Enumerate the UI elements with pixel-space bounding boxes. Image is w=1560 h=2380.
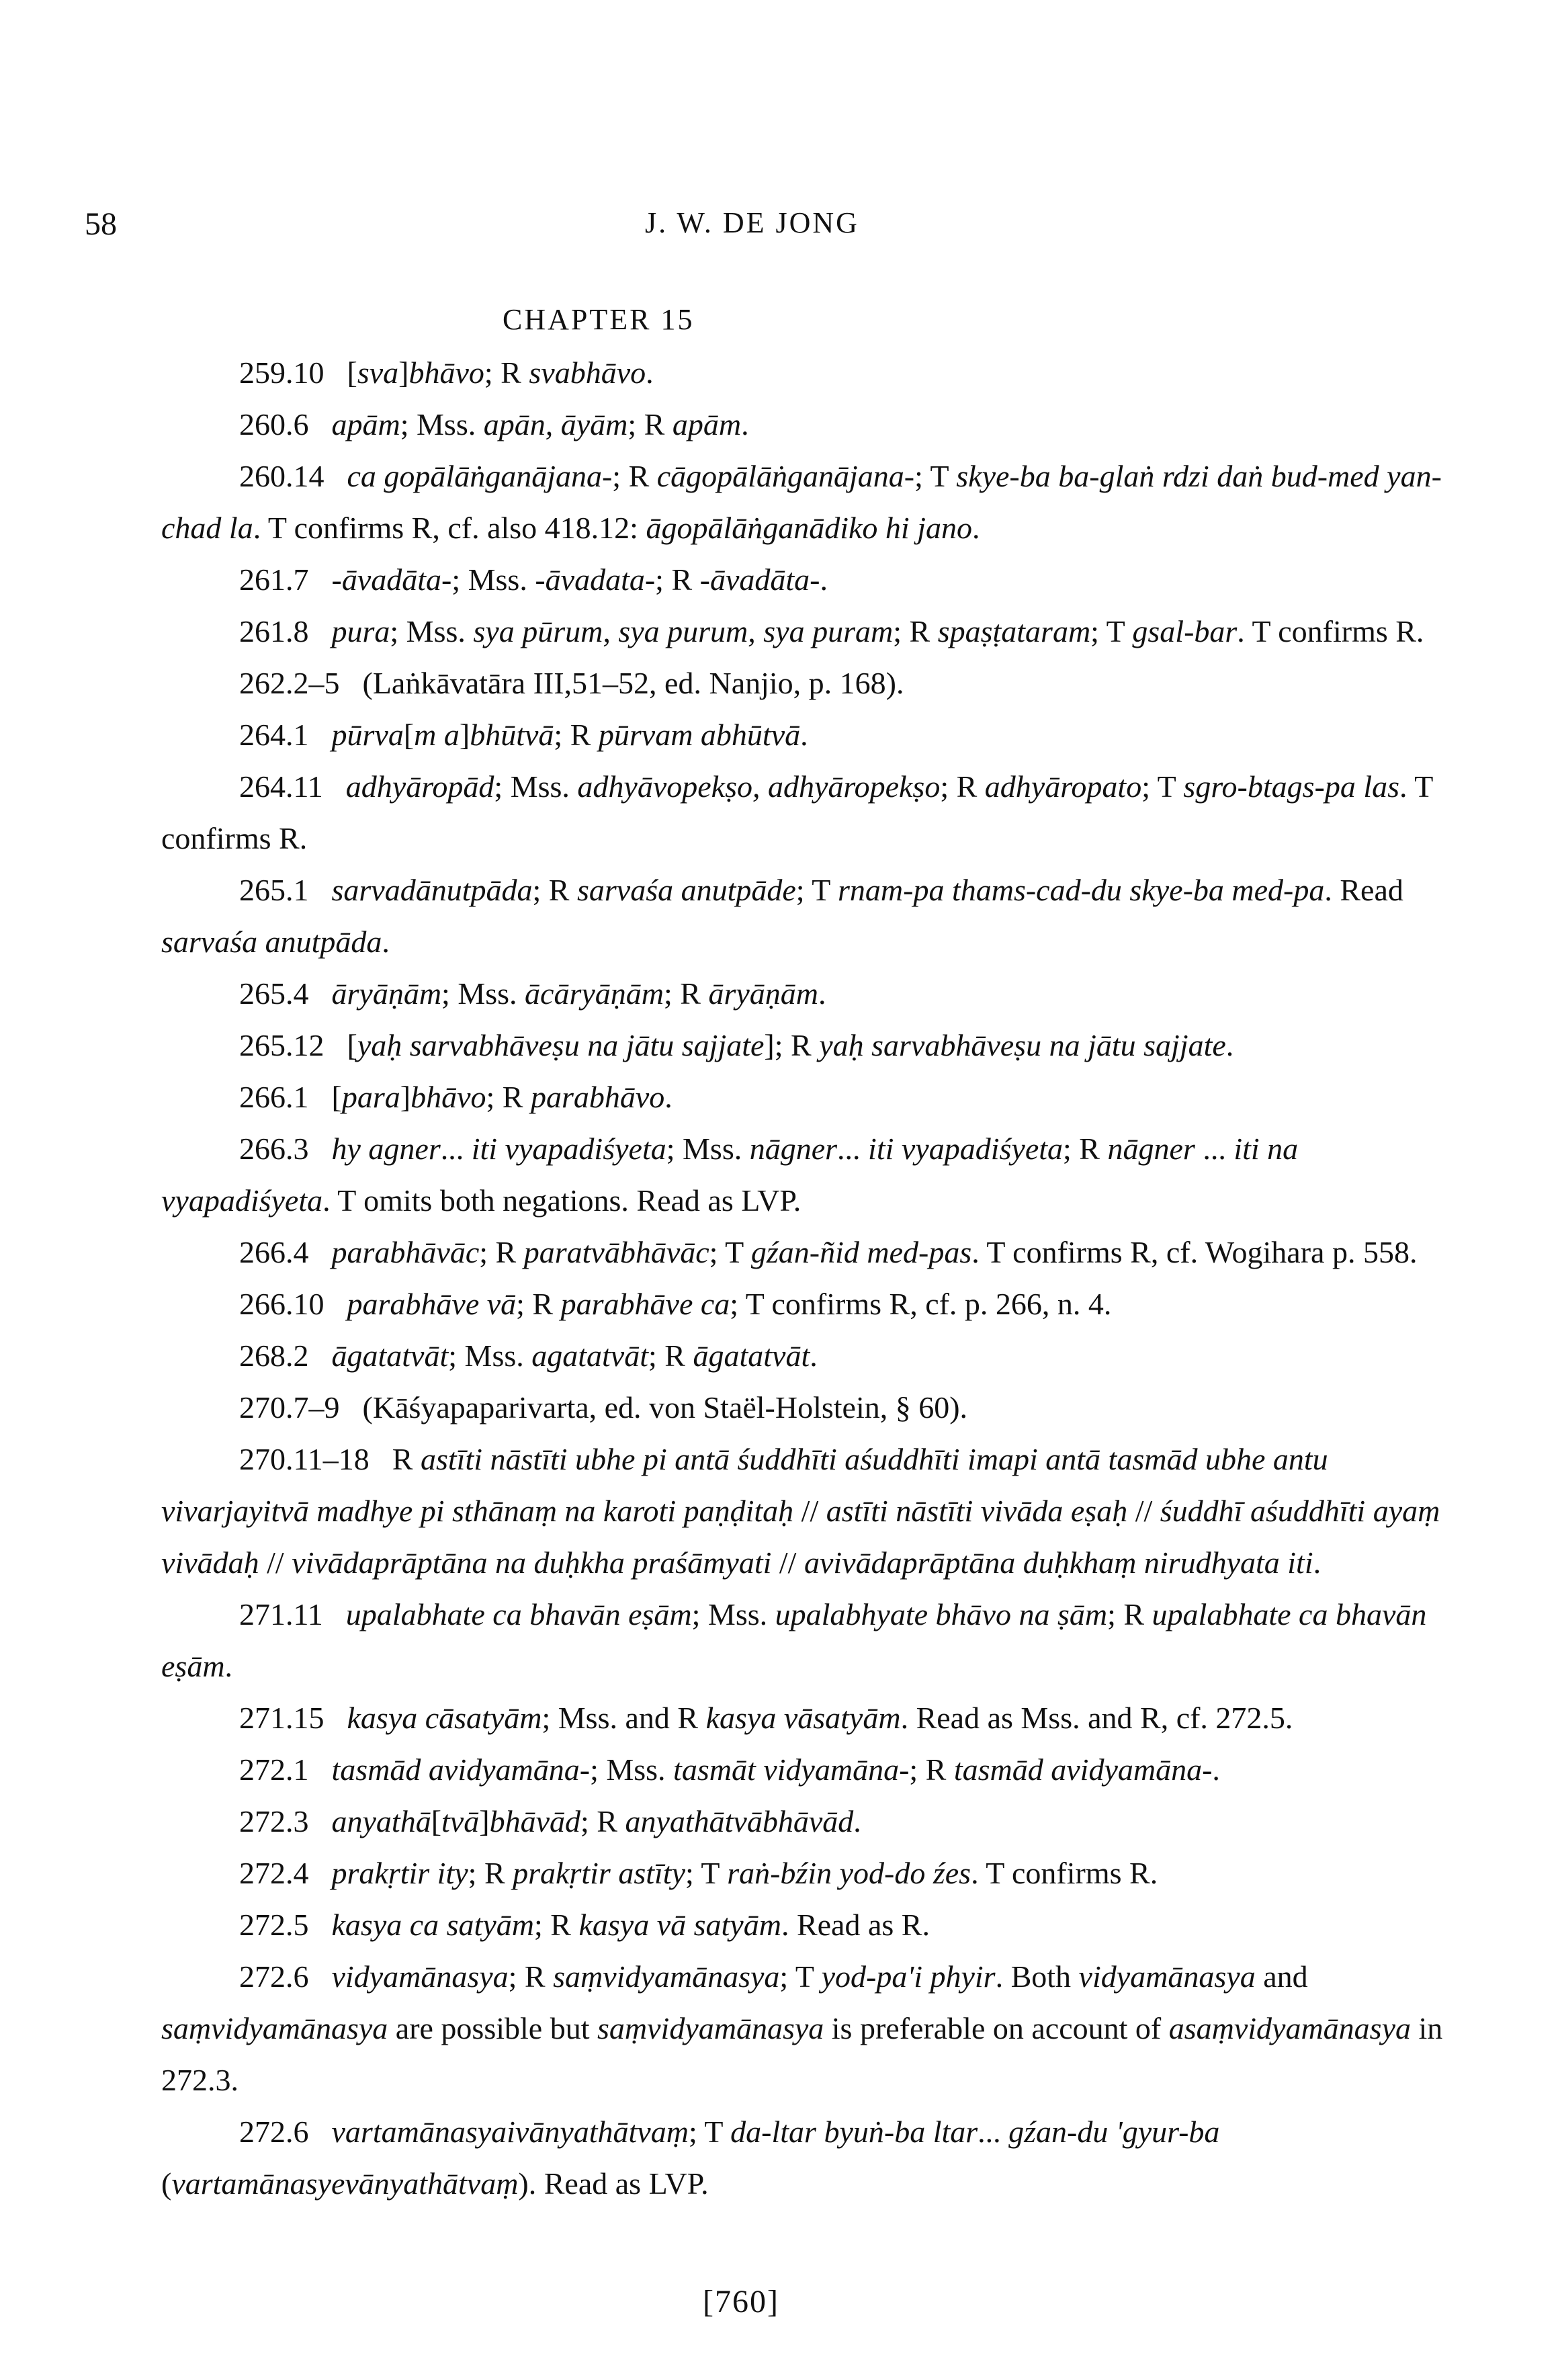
note-reference: 260.14 xyxy=(239,459,324,493)
note-entry xyxy=(161,605,1458,657)
note-entry xyxy=(161,1123,1458,1226)
note-text: āryāṇām; Mss. ācāryāṇām; R āryāṇām. xyxy=(331,976,826,1011)
note-reference: 265.12 xyxy=(239,1028,324,1062)
note-reference: 261.7 xyxy=(239,562,309,597)
note-reference: 266.10 xyxy=(239,1287,324,1321)
note-entry xyxy=(161,709,1458,761)
note-text: ca gopālāṅganājana-; R cāgopālāṅganājana-; T skye-ba ba-glaṅ rdzi daṅ bud-med yan-chad la. T confirms R, cf. also 418.12: āgopālāṅganādiko hi jano. xyxy=(161,459,1442,545)
note-text: anyathā[tvā]bhāvād; R anyathātvābhāvād. xyxy=(331,1804,861,1838)
note-reference: 262.2–5 xyxy=(239,666,340,700)
chapter-title: CHAPTER 15 xyxy=(503,303,695,336)
note-entry xyxy=(161,2106,1458,2209)
note-reference: 260.6 xyxy=(239,407,309,441)
note-text: [yaḥ sarvabhāveṣu na jātu sajjate]; R yaḥ sarvabhāveṣu na jātu sajjate. xyxy=(347,1028,1234,1062)
running-header-author: J. W. DE JONG xyxy=(645,206,859,239)
note-reference: 266.1 xyxy=(239,1080,309,1114)
note-text: adhyāropād; Mss. adhyāvopekṣo, adhyāropekṣo; R adhyāropato; T sgro-btags-pa las. T confirms R. xyxy=(161,769,1433,855)
note-text: vidyamānasya; R saṃvidyamānasya; T yod-pa'i phyir. Both vidyamānasya and saṃvidyamānasya are possible but saṃvidyamānasya is preferable on account of asaṃvidyamānasya in 272.3. xyxy=(161,1959,1443,2097)
note-entry xyxy=(161,657,1458,709)
note-text: kasya ca satyām; R kasya vā satyām. Read as R. xyxy=(331,1908,930,1942)
page-number: 58 xyxy=(85,206,117,242)
note-text: prakṛtir ity; R prakṛtir astīty; T raṅ-bźin yod-do źes. T confirms R. xyxy=(331,1856,1158,1890)
note-entry xyxy=(161,554,1458,605)
note-text: apām; Mss. apān, āyām; R apām. xyxy=(331,407,749,441)
note-text: [para]bhāvo; R parabhāvo. xyxy=(331,1080,673,1114)
note-text: sarvadānutpāda; R sarvaśa anutpāde; T rnam-pa thams-cad-du skye-ba med-pa. Read sarvaśa anutpāda. xyxy=(161,873,1403,959)
note-text: kasya cāsatyām; Mss. and R kasya vāsatyām. Read as Mss. and R, cf. 272.5. xyxy=(347,1701,1293,1735)
note-text: [sva]bhāvo; R svabhāvo. xyxy=(347,355,654,390)
note-text: R astīti nāstīti ubhe pi antā śuddhīti aśuddhīti imapi antā tasmād ubhe antu vivarjayitvā madhye pi sthānaṃ na karoti paṇḍitaḥ // astīti nāstīti vivāda eṣaḥ // śuddhī aśuddhīti ayaṃ vivādaḥ // vivādaprāptāna na duḥkha praśāmyati // avivādaprāptāna duḥkhaṃ nirudhyata iti. xyxy=(161,1442,1440,1580)
note-entry xyxy=(161,1847,1458,1899)
note-text: (Kāśyapaparivarta, ed. von Staël-Holstein, § 60). xyxy=(362,1390,968,1425)
note-entry xyxy=(161,1226,1458,1278)
note-text: parabhāvāc; R paratvābhāvāc; T gźan-ñid med-pas. T confirms R, cf. Wogihara p. 558. xyxy=(331,1235,1418,1269)
note-reference: 264.11 xyxy=(239,769,323,804)
note-reference: 259.10 xyxy=(239,355,324,390)
note-entry xyxy=(161,398,1458,450)
note-reference: 266.3 xyxy=(239,1132,309,1166)
note-entry xyxy=(161,1330,1458,1382)
note-reference: 271.15 xyxy=(239,1701,324,1735)
note-entry xyxy=(161,1382,1458,1433)
note-reference: 272.1 xyxy=(239,1752,309,1787)
note-reference: 272.3 xyxy=(239,1804,309,1838)
note-reference: 272.6 xyxy=(239,2115,309,2149)
note-entry xyxy=(161,1019,1458,1071)
note-entry xyxy=(161,1588,1458,1692)
note-text: (Laṅkāvatāra III,51–52, ed. Nanjio, p. 168). xyxy=(362,666,904,700)
note-reference: 265.1 xyxy=(239,873,309,907)
note-reference: 270.7–9 xyxy=(239,1390,340,1425)
note-entry xyxy=(161,1795,1458,1847)
note-entry xyxy=(161,761,1458,864)
note-text: parabhāve vā; R parabhāve ca; T confirms R, cf. p. 266, n. 4. xyxy=(347,1287,1112,1321)
note-reference: 271.11 xyxy=(239,1597,323,1631)
note-entry xyxy=(161,1899,1458,1951)
note-reference: 264.1 xyxy=(239,718,309,752)
note-entry xyxy=(161,1433,1458,1588)
note-reference: 272.4 xyxy=(239,1856,309,1890)
note-text: -āvadāta-; Mss. -āvadata-; R -āvadāta-. xyxy=(331,562,828,597)
note-text: tasmād avidyamāna-; Mss. tasmāt vidyamāna-; R tasmād avidyamāna-. xyxy=(331,1752,1220,1787)
note-text: pura; Mss. sya pūrum, sya purum, sya puram; R spaṣṭataram; T gsal-bar. T confirms R. xyxy=(331,614,1424,648)
footer-page-marker: [760] xyxy=(703,2284,779,2320)
note-reference: 272.6 xyxy=(239,1959,309,1994)
note-reference: 270.11–18 xyxy=(239,1442,370,1476)
note-reference: 268.2 xyxy=(239,1338,309,1373)
note-reference: 261.8 xyxy=(239,614,309,648)
note-entry xyxy=(161,1951,1458,2106)
note-reference: 265.4 xyxy=(239,976,309,1011)
note-entry xyxy=(161,450,1458,554)
note-entry xyxy=(161,968,1458,1019)
note-entry xyxy=(161,864,1458,968)
note-text: pūrva[m a]bhūtvā; R pūrvam abhūtvā. xyxy=(331,718,808,752)
note-entry xyxy=(161,1071,1458,1123)
note-text: upalabhate ca bhavān eṣām; Mss. upalabhyate bhāvo na ṣām; R upalabhate ca bhavān eṣām. xyxy=(161,1597,1427,1683)
note-text: vartamānasyaivānyathātvaṃ; T da-ltar byuṅ-ba ltar... gźan-du 'gyur-ba (vartamānasyevānyathātvaṃ). Read as LVP. xyxy=(161,2115,1220,2201)
note-entry xyxy=(161,1692,1458,1744)
note-entry xyxy=(161,1744,1458,1795)
note-reference: 272.5 xyxy=(239,1908,309,1942)
note-entry xyxy=(161,1278,1458,1330)
note-text: āgatatvāt; Mss. agatatvāt; R āgatatvāt. xyxy=(331,1338,818,1373)
critical-notes-list xyxy=(161,347,1458,2209)
note-entry xyxy=(161,347,1458,398)
note-text: hy agner... iti vyapadiśyeta; Mss. nāgner... iti vyapadiśyeta; R nāgner ... iti na vyapadiśyeta. T omits both negations. Read as LVP. xyxy=(161,1132,1299,1218)
note-reference: 266.4 xyxy=(239,1235,309,1269)
